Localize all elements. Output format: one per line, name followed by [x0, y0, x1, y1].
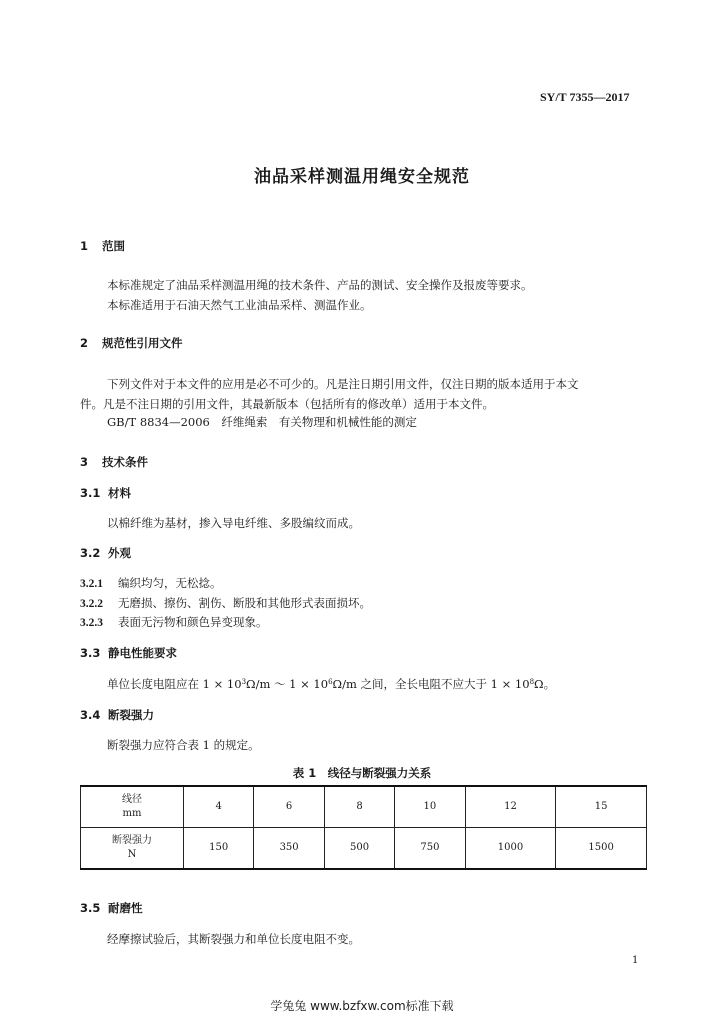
- section-3-1-heading: [80, 485, 131, 501]
- table-cell: 500: [324, 828, 394, 870]
- exponent: 8: [529, 678, 535, 686]
- section-2-heading: [80, 335, 183, 351]
- table-cell: 6: [254, 786, 324, 828]
- section-number: 3.4: [80, 708, 101, 722]
- page-number: 1: [632, 955, 639, 966]
- table-cell: 10: [395, 786, 465, 828]
- text-part: Ω/m 之间，全长电阻不应大于 1 × 10: [332, 677, 530, 691]
- section-number: 3.5: [80, 901, 101, 915]
- clause-number: 3.2.3: [80, 617, 103, 629]
- standard-code: SY/T 7355—2017: [540, 90, 630, 104]
- clause-text: 编织均匀，无松捻。: [118, 576, 222, 590]
- clause-number: 3.2.1: [80, 578, 103, 590]
- clause-number: 3.2.2: [80, 598, 103, 610]
- paragraph: 经摩擦试验后，其断裂强力和单位长度电阻不变。: [107, 932, 360, 946]
- row-header: [81, 786, 184, 828]
- section-3-3-heading: [80, 645, 177, 661]
- electrostatic-requirement: [107, 676, 555, 692]
- section-title: 材料: [108, 486, 131, 500]
- row-unit: N: [127, 849, 137, 860]
- section-number: 3.1: [80, 486, 101, 500]
- section-number: 3.2: [80, 546, 101, 560]
- section-3-heading: [80, 454, 148, 470]
- section-1-heading: [80, 238, 125, 254]
- table-row: [81, 828, 647, 870]
- section-number: 2: [80, 336, 89, 350]
- paragraph: 以棉纤维为基材，掺入导电纤维、多股编纹而成。: [107, 516, 360, 530]
- paragraph: 下列文件对于本文件的应用是必不可少的。凡是注日期引用文件，仅注日期的版本适用于本文: [107, 377, 579, 391]
- footer-watermark: 学兔兔 www.bzfxw.com标准下载: [270, 999, 454, 1013]
- section-number: 1: [80, 239, 89, 253]
- row-header: [81, 828, 184, 870]
- section-3-5-heading: [80, 900, 143, 916]
- exponent: 6: [328, 678, 333, 686]
- text-part: Ω/m ～ 1 × 10: [246, 677, 329, 691]
- table-cell: 1500: [556, 828, 647, 870]
- row-unit: mm: [122, 808, 142, 819]
- list-item: [80, 595, 371, 611]
- document-title: 油品采样测温用绳安全规范: [254, 167, 470, 187]
- clause-text: 表面无污物和颜色异变现象。: [118, 615, 268, 629]
- text-part: Ω。: [534, 677, 556, 691]
- row-label: 断裂强力: [112, 835, 152, 846]
- section-title: 范围: [102, 239, 125, 253]
- table-cell: 150: [184, 828, 254, 870]
- table-cell: 12: [465, 786, 556, 828]
- row-label: 线径: [122, 794, 142, 805]
- paragraph: 件。凡是不注日期的引用文件，其最新版本（包括所有的修改单）适用于本文件。: [80, 397, 494, 411]
- text-part: 单位长度电阻应在 1 × 10: [107, 677, 242, 691]
- paragraph: 本标准规定了油品采样测温用绳的技术条件、产品的测试、安全操作及报废等要求。: [107, 278, 533, 292]
- list-item: [80, 614, 268, 630]
- table-cell: 15: [556, 786, 647, 828]
- table-cell: 750: [395, 828, 465, 870]
- section-number: 3.3: [80, 646, 101, 660]
- paragraph: 本标准适用于石油天然气工业油品采样、测温作业。: [107, 298, 372, 312]
- table-cell: 350: [254, 828, 324, 870]
- table-row: [81, 786, 647, 828]
- table-cell: 8: [324, 786, 394, 828]
- table-cell: 1000: [465, 828, 556, 870]
- list-item: [80, 575, 222, 591]
- reference-entry: GB/T 8834—2006 纤维绳索 有关物理和机械性能的测定: [107, 415, 417, 429]
- diameter-strength-table: [80, 785, 647, 870]
- section-3-2-heading: [80, 545, 131, 561]
- table-caption: 表 1 线径与断裂强力关系: [292, 766, 432, 780]
- section-title: 静电性能要求: [108, 646, 177, 660]
- table-cell: 4: [184, 786, 254, 828]
- exponent: 3: [241, 678, 247, 686]
- section-number: 3: [80, 455, 89, 469]
- section-title: 断裂强力: [108, 708, 154, 722]
- paragraph: 断裂强力应符合表 1 的规定。: [107, 738, 260, 752]
- section-title: 规范性引用文件: [102, 336, 183, 350]
- section-title: 耐磨性: [108, 901, 143, 915]
- section-3-4-heading: [80, 707, 154, 723]
- section-title: 外观: [108, 546, 131, 560]
- clause-text: 无磨损、擦伤、割伤、断股和其他形式表面损坏。: [118, 596, 371, 610]
- section-title: 技术条件: [102, 455, 148, 469]
